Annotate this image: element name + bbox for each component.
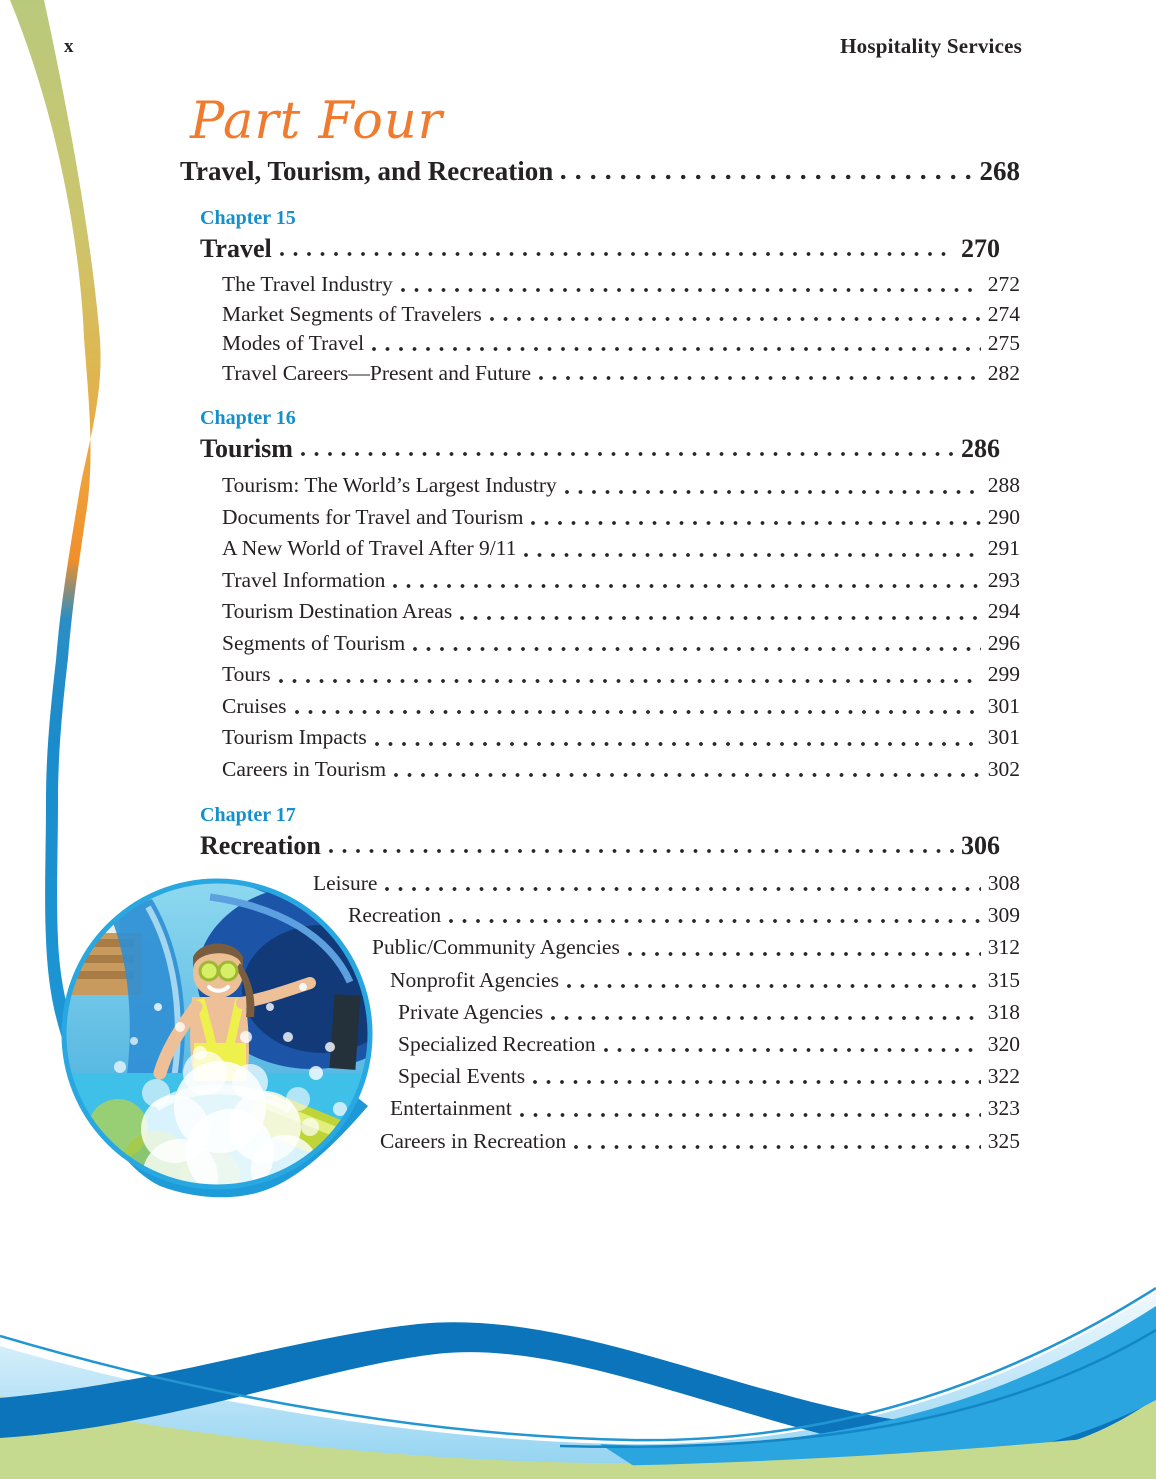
- chapter-title: Travel: [200, 234, 272, 263]
- running-head: Hospitality Services: [840, 34, 1022, 58]
- chapter-title-row: [200, 433, 1000, 465]
- entry-title: Tourism: The World’s Largest Industry: [222, 473, 557, 497]
- chapter-page: 306: [961, 831, 1000, 860]
- toc-entry: [398, 996, 1020, 1028]
- dot-leader: [539, 374, 981, 383]
- chapter-page: 270: [961, 234, 1000, 263]
- bottom-waves-decoration: [0, 1288, 1156, 1479]
- dot-leader: [520, 1111, 981, 1120]
- dot-leader: [279, 677, 981, 686]
- entry-title: Private Agencies: [398, 999, 544, 1024]
- part-title-row: [180, 154, 1020, 188]
- dot-leader: [524, 551, 980, 560]
- toc-entry: [390, 1092, 1020, 1124]
- dot-leader: [604, 1046, 981, 1055]
- dot-leader: [531, 519, 980, 528]
- dot-leader: [329, 847, 954, 856]
- part-title: Travel, Tourism, and Recreation: [180, 156, 554, 186]
- entry-title: Travel Information: [222, 567, 386, 592]
- entry-page: 282: [987, 360, 1020, 385]
- dot-leader: [567, 982, 981, 991]
- dot-leader: [301, 450, 954, 459]
- entry-title: Recreation: [348, 903, 442, 928]
- entry-page: 301: [987, 693, 1020, 718]
- entry-page: 272: [987, 272, 1020, 296]
- entry-page: 325: [987, 1128, 1020, 1153]
- entry-page: 309: [987, 903, 1020, 928]
- folio-page-number: x: [64, 36, 74, 57]
- entry-page: 301: [987, 725, 1020, 749]
- dot-leader: [393, 582, 980, 591]
- entry-page: 320: [987, 1032, 1020, 1057]
- dot-leader: [449, 917, 981, 926]
- chapter-title-row: [200, 830, 1000, 862]
- toc-entry: [222, 691, 1020, 723]
- toc-entry: [222, 754, 1020, 786]
- chapter-section-16: [180, 406, 1020, 785]
- dot-leader: [295, 708, 981, 717]
- entry-title: Travel Careers—Present and Future: [222, 360, 532, 385]
- entry-page: 288: [987, 473, 1020, 497]
- chapter-title: Tourism: [200, 434, 293, 463]
- entry-title: Nonprofit Agencies: [390, 967, 559, 992]
- dot-leader: [628, 950, 981, 959]
- entry-page: 312: [987, 935, 1020, 960]
- entry-title: Tourism Destination Areas: [222, 599, 453, 623]
- toc-entry: [222, 596, 1020, 628]
- entry-title: Documents for Travel and Tourism: [222, 504, 524, 529]
- toc-entry: [222, 329, 1020, 359]
- entry-page: 308: [987, 871, 1020, 895]
- entry-title: Special Events: [398, 1064, 526, 1089]
- dot-leader: [394, 771, 981, 780]
- toc-entry: [390, 964, 1020, 996]
- dot-leader: [401, 286, 981, 295]
- toc-entry: [222, 659, 1020, 691]
- entry-page: 299: [987, 662, 1020, 686]
- chapter-section-15: [180, 206, 1020, 388]
- entry-title: Specialized Recreation: [398, 1032, 596, 1057]
- entry-title: Modes of Travel: [222, 331, 365, 355]
- toc-entry: [222, 270, 1020, 300]
- chapter-title: Recreation: [200, 831, 321, 860]
- table-of-contents: [180, 94, 1020, 1157]
- entry-page: 315: [987, 967, 1020, 992]
- chapter-title-row: [200, 233, 1000, 265]
- entry-title: A New World of Travel After 9/11: [222, 536, 517, 560]
- toc-entry: [222, 300, 1020, 330]
- toc-entry: [222, 359, 1020, 389]
- entry-page: 293: [987, 567, 1020, 592]
- entry-page: 323: [987, 1096, 1020, 1121]
- toc-entry: [348, 899, 1020, 931]
- entry-page: 294: [987, 599, 1020, 623]
- toc-entry: [222, 470, 1020, 502]
- entry-title: Tourism Impacts: [222, 725, 367, 749]
- chapter-label: Chapter 17: [200, 804, 296, 826]
- chapter-label: Chapter 16: [200, 407, 296, 429]
- dot-leader: [375, 740, 981, 749]
- toc-entry: [313, 867, 1020, 899]
- dot-leader: [551, 1014, 981, 1023]
- entry-title: Entertainment: [390, 1096, 512, 1121]
- entry-page: 302: [987, 756, 1020, 781]
- part-script-title: Part Four: [190, 92, 444, 151]
- entry-page: 322: [987, 1064, 1020, 1089]
- entry-title: Tours: [222, 662, 271, 686]
- toc-entry: [222, 533, 1020, 565]
- dot-leader: [280, 250, 954, 259]
- dot-leader: [565, 488, 981, 497]
- toc-entry: [372, 931, 1020, 963]
- dot-leader: [460, 614, 981, 623]
- entry-page: 290: [987, 504, 1020, 529]
- toc-entry: [222, 502, 1020, 534]
- chapter-section-17: [180, 803, 1020, 1157]
- entry-page: 291: [987, 536, 1020, 560]
- entry-title: Careers in Tourism: [222, 756, 387, 781]
- entry-title: Cruises: [222, 693, 287, 718]
- entry-page: 296: [987, 630, 1020, 655]
- entry-title: Public/Community Agencies: [372, 935, 620, 960]
- toc-entry: [222, 722, 1020, 754]
- dot-leader: [490, 315, 981, 324]
- entry-title: Market Segments of Travelers: [222, 301, 482, 326]
- toc-entry: [398, 1060, 1020, 1092]
- entry-page: 274: [987, 301, 1020, 326]
- entry-title: Segments of Tourism: [222, 630, 406, 655]
- dot-leader: [372, 345, 981, 354]
- chapter-label: Chapter 15: [200, 207, 296, 229]
- dot-leader: [413, 645, 981, 654]
- entry-page: 318: [987, 999, 1020, 1024]
- entry-title: Leisure: [313, 871, 378, 895]
- dot-leader: [385, 885, 980, 894]
- dot-leader: [574, 1143, 981, 1152]
- entry-page: 275: [987, 331, 1020, 355]
- chapter-page: 286: [961, 434, 1000, 463]
- entry-title: The Travel Industry: [222, 272, 393, 296]
- toc-entry: [398, 1028, 1020, 1060]
- toc-entry: [222, 565, 1020, 597]
- entry-title: Careers in Recreation: [380, 1128, 567, 1153]
- toc-entry: [380, 1125, 1020, 1157]
- toc-entry: [222, 628, 1020, 660]
- dot-leader: [533, 1078, 981, 1087]
- part-page: 268: [979, 156, 1020, 186]
- dot-leader: [561, 173, 972, 182]
